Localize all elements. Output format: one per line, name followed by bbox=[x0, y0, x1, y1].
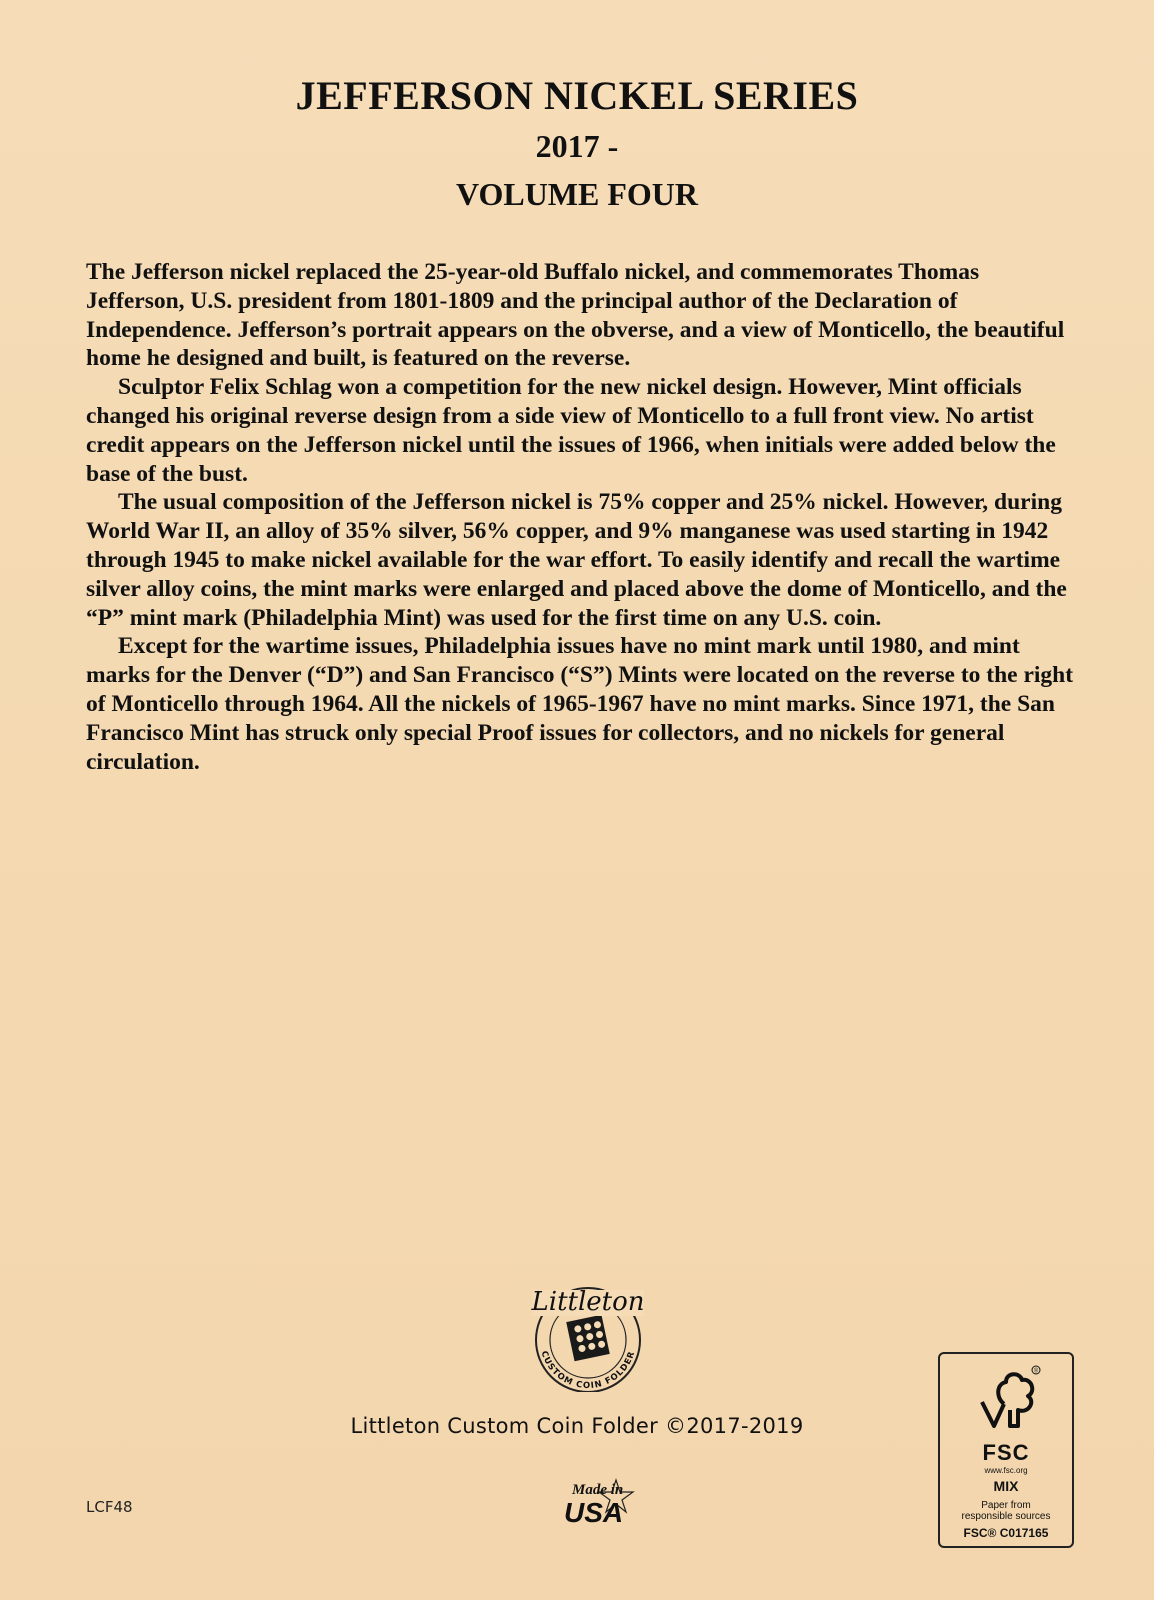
fsc-tree-icon bbox=[974, 1364, 1044, 1440]
made-in-usa-icon bbox=[546, 1470, 646, 1530]
fsc-url: www.fsc.org bbox=[984, 1466, 1028, 1475]
description-text bbox=[86, 258, 1076, 776]
logo-ring-text: CUSTOM COIN FOLDER bbox=[538, 1349, 638, 1392]
fsc-name: FSC bbox=[982, 1440, 1030, 1465]
paragraph-4: Except for the wartime issues, Philadelphia issues have no mint mark until 1980, and mint marks for the Denver (“D”) and San Francisco (“S”) Mints were located on the reverse to the right of Monticello through 1964. All the nickels of 1965-1967 have no mint marks. Since 1971, the San Francisco Mint has struck only special Proof issues for collectors, and no nickels for general circulation. bbox=[86, 633, 1074, 775]
paragraph-3: The usual composition of the Jefferson nickel is 75% copper and 25% nickel. However, during World War II, an alloy of 35% silver, 56% copper, and 9% manganese was used starting in 1942 through 1945 to make nickel available for the war effort. To easily identify and recall the wartime silver alloy coins, the mint marks were enlarged and placed above the dome of Monticello, and the “P” mint mark (Philadelphia Mint) was used for the first time on any U.S. coin. bbox=[86, 489, 1067, 631]
product-code: LCF48 bbox=[86, 1498, 133, 1516]
volume-label: VOLUME FOUR bbox=[455, 176, 698, 212]
logo-script-text: Littleton bbox=[531, 1287, 645, 1317]
paragraph-1: The Jefferson nickel replaced the 25-year-old Buffalo nickel, and commemorates Thomas Jefferson, U.S. president from 1801-1809 and the principal author of the Declaration of Independence. Jefferson’s portrait appears on the obverse, and a view of Monticello, the beautiful home he designed and built, is featured on the reverse. bbox=[86, 259, 1065, 372]
copyright-line: Littleton Custom Coin Folder ©2017-2019 bbox=[350, 1414, 804, 1438]
fsc-registered-mark: ® bbox=[1033, 1368, 1039, 1375]
usa-text: USA bbox=[564, 1497, 624, 1528]
littleton-logo-icon bbox=[518, 1282, 658, 1392]
page-title: JEFFERSON NICKEL SERIES bbox=[295, 73, 859, 118]
paragraph-2: Sculptor Felix Schlag won a competition for the new nickel design. However, Mint officials changed his original reverse design from a side view of Monticello to a full front view. No artist credit appears on the Jefferson nickel until the issues of 1966, when initials were added below the base of the bust. bbox=[86, 374, 1056, 487]
fsc-label bbox=[938, 1352, 1074, 1548]
series-year: 2017 - bbox=[535, 128, 619, 164]
fsc-license-code: FSC® C017165 bbox=[963, 1526, 1049, 1540]
fsc-mix: MIX bbox=[993, 1478, 1019, 1494]
fsc-paper-text: Paper from responsible sources bbox=[961, 1500, 1051, 1522]
made-in-text: Made in bbox=[572, 1482, 624, 1498]
